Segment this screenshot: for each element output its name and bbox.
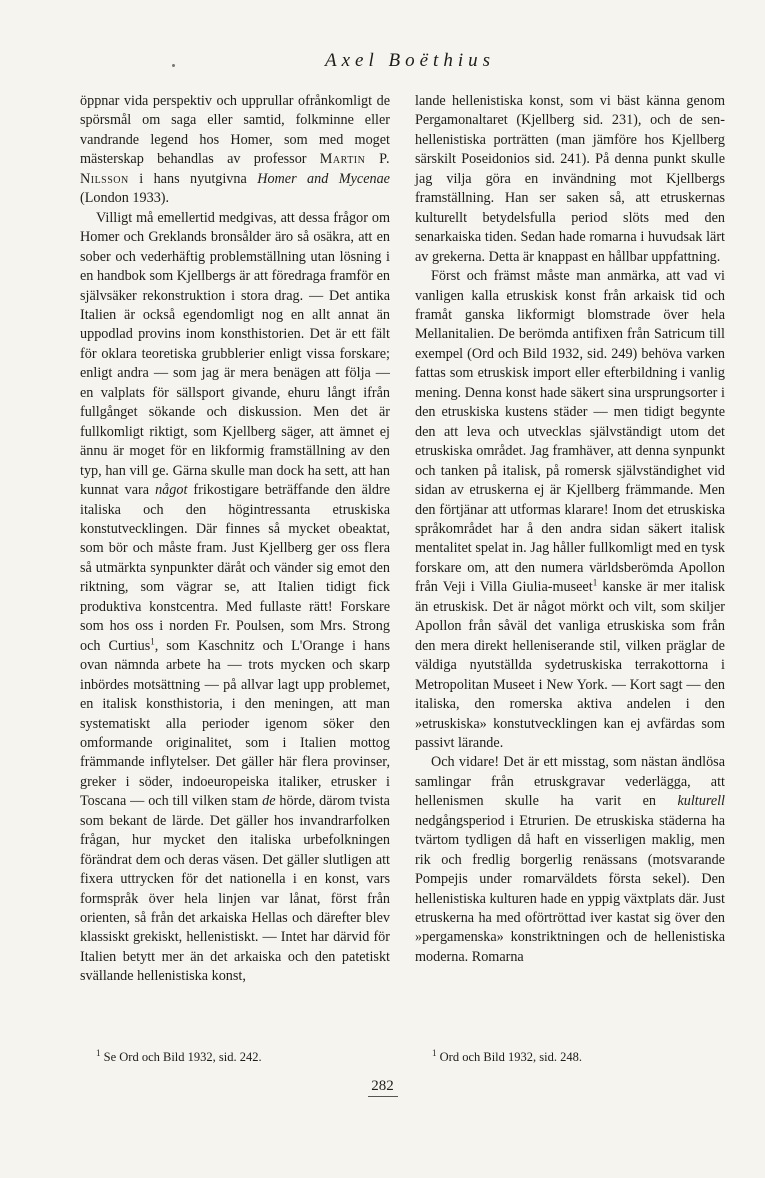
footnote-text: Ord och Bild 1932, sid. 248. — [439, 1050, 582, 1064]
footnote-ref: 1 — [592, 577, 598, 588]
text-run: Och vidare! Det är ett misstag, som nästan ändlösa samlingar från etruskgravar vederlägga, att hellenismen skulle ha varit en — [415, 754, 725, 810]
text-run: nedgångsperiod i Etrurien. De etruskiska städerna ha tvärtom tydligen då haft en visserligen maklig, men rik och fredlig borgerlig renässans (motsvarande Pompejis under romarväldets första sekel). Den hellenistiska kulturen hade en yppig växtplats där. Just etruskerna ha med oförtröttad iver kastat sig över den »pergamenska» konstriktningen och de hellenistiska moderna. Romarna — [415, 812, 725, 965]
paragraph — [80, 209, 390, 987]
book-title: Homer and Mycenae — [257, 170, 390, 187]
text-run: (London 1933). — [80, 190, 170, 207]
text-run: frikostigare beträffande den äldre italiska och den högintressanta etruskiska konstutvecklingen. Där finnes så mycket obeaktat, som bör och måste fram. Just Kjellberg ger oss flera så utmärkta synpunkter däråt och vänder sig emot den riktning, som vägrar se, att Italien tidigt fick produktiva konstcentra. Med fullaste rätt! Forskare som hos oss i norden Fr. Poulsen, som Mrs. Strong och Curtius — [80, 482, 390, 654]
text-run: Först och främst måste man anmärka, att vad vi vanligen kalla etruskisk konst från arkaisk tid och framåt ganska likformigt blomstrade över hela Mellanitalien. De berömda antifixen från Satricum till exempel (Ord och Bild 1932, sid. 249) behöva varken fattas som etruskisk import eller efterbildning i vanlig mening. Denna konst hade säkert sina ursprungsorter i den etruskiska kustens städer — men tidigt begynte den att leva och utvecklas självständigt utom det etruskiska området. Jag framhäver, att denna synpunkt och tanken på italisk, på romersk självständighet vid sidan av etruskerna ej är Kjellberg främmande. Men den förtjänar att utformas klarare! Inom det etruskiska språkområdet har å den andra sidan säkert italisk mentalitet spelat in. Jag håller fullkomligt med en tysk forskare om, att den numera världsberömda Apollon från Veji i Villa Giulia-museet — [415, 268, 725, 596]
emphasis: något — [155, 482, 188, 499]
paragraph — [415, 267, 725, 753]
page-number: 282 — [371, 1078, 394, 1094]
footnote-marker: 1 — [96, 1047, 101, 1058]
paragraph — [80, 92, 390, 209]
text-run: öppnar vida perspektiv och upprullar ofrånkomligt de spörsmål om saga eller samtid, folkminne eller vandrande legend hos Homer, som med moget mästerskap behandlas av professor — [80, 93, 390, 168]
footnote-marker: 1 — [432, 1047, 437, 1058]
emphasis: kulturell — [677, 793, 725, 810]
page-number-underline — [368, 1096, 398, 1097]
right-column — [415, 92, 725, 967]
scan-speck — [172, 64, 175, 67]
left-column — [80, 92, 390, 987]
footnote-ref: 1 — [150, 635, 155, 646]
footnote-text: Se Ord och Bild 1932, sid. 242. — [103, 1050, 262, 1064]
text-run: , som Kaschnitz och L'Orange i hans ovan nämnda arbete ha — trots mycken och skarp inbördes motsättning — på allvar lagt upp problemet, en italisk konsthistoria, i den meningen, att man systematiskt alla perioder igenom söker den omformande originalitet, som i Italien mottog främmande inflytelser. Det gäller här flera provinser, greker i söder, indoeuropeiska italiker, etrusker i Toscana — och till vilken stam — [80, 637, 390, 810]
text-run: hörde, därom tvista som bekant de lärde. Det gäller hos invandrarfolken frågan, hur mycket den italiska urbefolkningen förändrat dem och deras väsen. Det gäller slutligen att fixera uttrycken för det nationella i en konst, vars formspråk över hela linjen var lånat, först från orienten, så från det arkaiska Hellas och därefter blev klassiskt grekiskt, hellenistiskt. — Intet har därvid för Italien betytt mer än det arkaiska och den patetiskt svällande hellenistiska konst, — [80, 793, 390, 985]
paragraph — [415, 753, 725, 967]
footnote-right — [432, 1049, 582, 1065]
paragraph: lande hellenistiska konst, som vi bäst känna genom Pergamonaltaret (Kjellberg sid. 231), och de sen-hellenistiska porträtten (man jämföre hos Kjellberg särskilt Poseidonios sid. 241). På denna punkt skulle jag vilja göra en invändning mot Kjellbergs framställning. Han ser saken så, att etruskernas kulturellt betydelsfulla period slöts med den senarkaiska tiden. Sedan hade romarna i huvudsak lärt av grekerna. Detta är knappast en hållbar uppfattning. — [415, 93, 725, 265]
emphasis: de — [262, 793, 276, 810]
running-head: Axel Boëthius — [325, 50, 495, 71]
text-run: i hans nyutgivna — [128, 170, 258, 187]
text-run: kanske är mer italisk än etruskisk. Det är något mörkt och vilt, som skiljer Apollon från såväl det vanliga etruskiska som från den mera direkt helleniserande stil, vilken präglar de väldiga nyutställda sydetruskiska terrakottorna i Metropolitan Museet i New York. — Kort sagt — den italiska, den romerska aktiva andelen i den »etruskiska» konstutvecklingen kan ej avfärdas som passivt lärande. — [415, 579, 726, 751]
author-name: Martin P. Nilsson — [80, 151, 390, 187]
footnote-left — [96, 1049, 262, 1065]
text-run: Villigt må emellertid medgivas, att dessa frågor om Homer och Greklands bronsålder äro så osäkra, att en sober och vederhäftig problemställning utan lösning i en handbok som Kjellbergs är att föredraga framför en självsäker rekonstruktion i stora drag. — Det antika Italien är också egendomligt nog en allt annat än uppodlad provins inom konsthistorien. Det är ett fält för oklara teoretiska grubblerier enligt vissa forskare; enligt andra — som jag är mera benägen att följa — en valplats för sällsport givande, ehuru långt ifrån fullgånget sökande och diskussion. Men det är fullkomligt riktigt, som Kjellberg säger, att ämnet ej ännu är moget för en likformig framställning av den typ, han vill ge. Gärna skulle man dock ha sett, att han kunnat vara — [80, 209, 390, 499]
